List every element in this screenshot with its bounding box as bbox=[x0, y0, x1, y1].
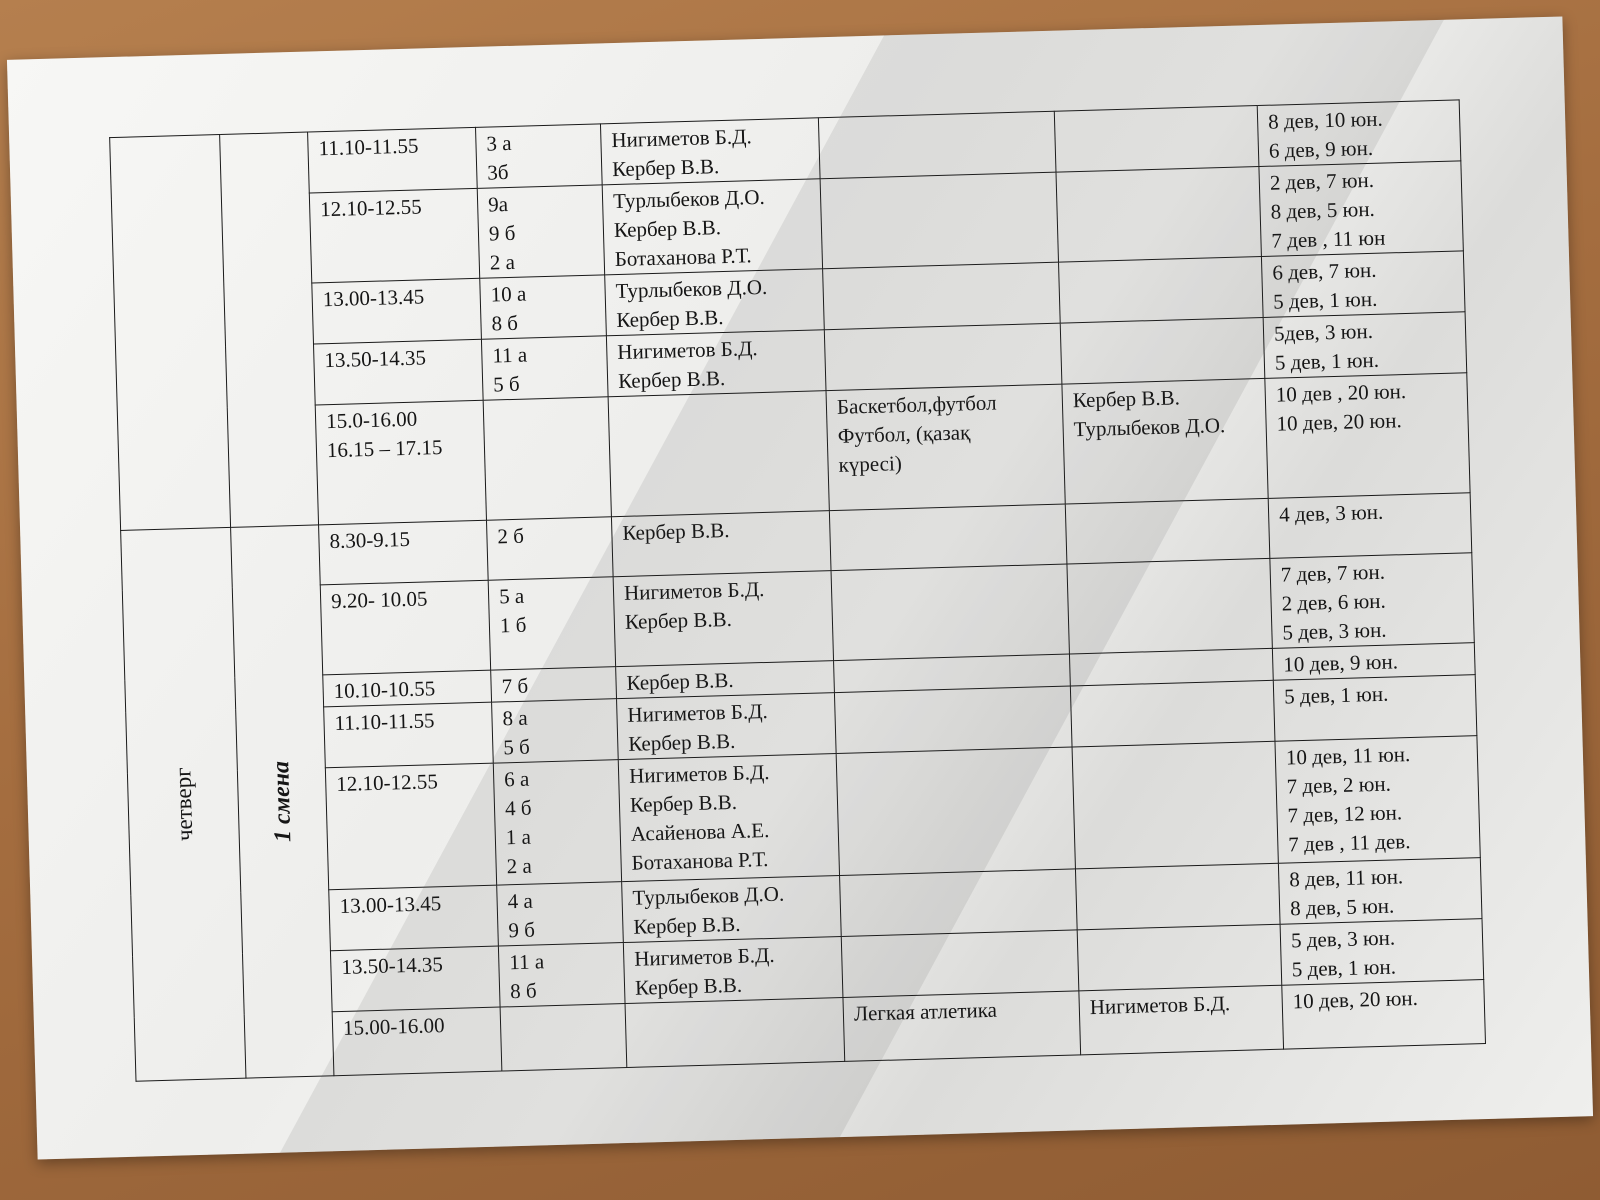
count-cell bbox=[1265, 373, 1470, 499]
teacher-text: Кербер В.В. bbox=[629, 789, 738, 817]
count-text: 5 дев, 1 юн. bbox=[1272, 286, 1378, 314]
teacher-text: Нигиметов Б.Д. bbox=[617, 336, 758, 365]
teacher-cell bbox=[625, 997, 845, 1067]
time-cell bbox=[308, 127, 478, 193]
time-cell bbox=[325, 763, 496, 890]
teacher-text: Нигиметов Б.Д. bbox=[627, 698, 769, 727]
section-cell bbox=[820, 172, 1058, 269]
section-cell bbox=[826, 384, 1065, 511]
section-cell bbox=[824, 323, 1062, 391]
class-text: 3 а bbox=[486, 130, 512, 156]
schedule-table bbox=[109, 99, 1486, 1081]
time-cell bbox=[312, 278, 482, 344]
count-cell bbox=[1263, 312, 1467, 379]
time-text: 13.50-14.35 bbox=[341, 952, 444, 979]
coach-cell bbox=[1060, 317, 1265, 384]
time-text: 12.10-12.55 bbox=[335, 769, 439, 797]
teacher-text: Ботаханова Р.Т. bbox=[614, 243, 752, 272]
count-text: 7 дев, 12 юн. bbox=[1287, 800, 1403, 828]
teacher-text: Кербер В.В. bbox=[622, 517, 730, 545]
count-text: 6 дев, 9 юн. bbox=[1268, 135, 1374, 163]
teacher-cell bbox=[617, 693, 837, 760]
count-text: 5 дев, 1 юн. bbox=[1283, 681, 1389, 709]
teacher-text: Кербер В.В. bbox=[624, 606, 733, 634]
class-text: 5 а bbox=[498, 583, 525, 609]
coach-text: Кербер В.В. bbox=[1072, 385, 1181, 413]
count-text: 7 дев , 11 дев. bbox=[1288, 829, 1411, 857]
teacher-text: Кербер В.В. bbox=[617, 366, 726, 393]
class-text: 8 б bbox=[509, 978, 537, 1004]
coach-text: Нигиметов Б.Д. bbox=[1089, 991, 1231, 1020]
shift-cell bbox=[231, 525, 334, 1078]
count-text: 10 дев, 20 юн. bbox=[1276, 408, 1402, 436]
count-text: 8 дев, 5 юн. bbox=[1289, 893, 1395, 921]
teacher-text: Кербер В.В. bbox=[616, 305, 724, 333]
teacher-text: Ботаханова Р.Т. bbox=[631, 846, 769, 875]
time-text: 15.00-16.00 bbox=[342, 1013, 445, 1040]
time-text: 16.15 – 17.15 bbox=[326, 434, 443, 463]
teacher-text: Кербер В.В. bbox=[611, 154, 720, 182]
count-text: 8 дев, 11 юн. bbox=[1288, 864, 1404, 892]
section-cell bbox=[818, 111, 1056, 179]
teacher-cell bbox=[602, 179, 822, 275]
teacher-text: Асайенова А.Е. bbox=[630, 817, 770, 846]
count-text: 4 дев, 3 юн. bbox=[1278, 499, 1384, 527]
class-text: 3б bbox=[486, 159, 509, 185]
class-cell bbox=[481, 336, 608, 400]
shift-label: 1 смена bbox=[267, 760, 296, 843]
teacher-cell bbox=[611, 511, 831, 577]
count-text: 5 дев, 3 юн. bbox=[1282, 617, 1387, 645]
class-text: 5 б bbox=[502, 734, 531, 760]
class-cell bbox=[498, 943, 625, 1007]
class-text: 6 а bbox=[503, 766, 530, 792]
time-text: 13.00-13.45 bbox=[322, 284, 425, 312]
day-label: четверг bbox=[169, 767, 197, 842]
class-cell bbox=[476, 124, 603, 188]
shift-cell bbox=[220, 132, 319, 527]
count-text: 5 дев, 1 юн. bbox=[1291, 954, 1397, 982]
teacher-cell bbox=[606, 330, 826, 397]
count-cell bbox=[1257, 100, 1461, 167]
coach-cell bbox=[1062, 378, 1268, 504]
teacher-cell bbox=[623, 936, 843, 1003]
time-text: 11.10-11.55 bbox=[318, 133, 419, 161]
section-text: Баскетбол,футбол bbox=[836, 390, 997, 419]
section-cell bbox=[843, 991, 1081, 1062]
count-cell bbox=[1282, 980, 1486, 1050]
time-cell bbox=[332, 1007, 502, 1076]
class-text: 9а bbox=[487, 192, 509, 217]
time-text: 15.0-16.00 bbox=[325, 406, 418, 434]
class-cell bbox=[483, 397, 611, 520]
time-cell bbox=[313, 339, 483, 405]
class-text: 5 б bbox=[492, 371, 520, 397]
class-cell bbox=[491, 667, 617, 702]
coach-text: Турлыбеков Д.О. bbox=[1073, 413, 1226, 442]
class-text: 8 а bbox=[502, 705, 528, 731]
count-text: 10 дев, 11 юн. bbox=[1285, 742, 1411, 770]
class-text: 2 б bbox=[497, 523, 525, 549]
class-text: 4 а bbox=[507, 888, 534, 914]
coach-cell bbox=[1075, 863, 1280, 930]
class-cell bbox=[493, 760, 621, 885]
teacher-text: Нигиметов Б.Д. bbox=[623, 577, 765, 605]
section-text: Легкая атлетика bbox=[853, 997, 998, 1026]
time-cell bbox=[315, 400, 486, 525]
count-text: 5 дев, 3 юн. bbox=[1290, 925, 1396, 953]
teacher-cell bbox=[605, 269, 825, 336]
teacher-text: Нигиметов Б.Д. bbox=[611, 124, 753, 153]
section-cell bbox=[831, 564, 1069, 661]
time-cell bbox=[324, 702, 494, 768]
teacher-cell bbox=[622, 876, 842, 943]
count-cell bbox=[1270, 553, 1474, 649]
count-text: 2 дев, 6 юн. bbox=[1281, 588, 1387, 616]
class-cell bbox=[497, 882, 624, 946]
coach-cell bbox=[1079, 985, 1284, 1055]
section-text: күресі) bbox=[838, 451, 903, 477]
class-cell bbox=[488, 577, 615, 670]
coach-cell bbox=[1054, 106, 1259, 173]
count-text: 5дев, 3 юн. bbox=[1273, 318, 1374, 346]
teacher-text: Турлыбеков Д.О. bbox=[612, 184, 766, 214]
section-cell bbox=[836, 747, 1075, 876]
coach-cell bbox=[1072, 741, 1278, 869]
time-text: 9.20- 10.05 bbox=[330, 586, 428, 614]
day-cell bbox=[121, 527, 246, 1081]
coach-cell bbox=[1070, 680, 1275, 747]
count-cell bbox=[1259, 161, 1463, 257]
class-text: 9 б bbox=[488, 220, 516, 246]
count-text: 10 дев , 20 юн. bbox=[1275, 379, 1407, 407]
schedule-body bbox=[110, 100, 1486, 1081]
class-text: 10 а bbox=[490, 281, 527, 307]
time-cell bbox=[319, 520, 489, 585]
teacher-text: Кербер В.В. bbox=[613, 215, 722, 243]
coach-cell bbox=[1067, 558, 1272, 654]
coach-cell bbox=[1077, 924, 1282, 991]
time-text: 11.10-11.55 bbox=[334, 708, 435, 736]
class-text: 2 а bbox=[489, 249, 516, 275]
coach-cell bbox=[1059, 256, 1264, 323]
teacher-text: Турлыбеков Д.О. bbox=[615, 274, 768, 304]
class-text: 4 б bbox=[504, 795, 532, 821]
teacher-text: Кербер В.В. bbox=[634, 972, 743, 1000]
count-text: 7 дев, 2 юн. bbox=[1286, 771, 1392, 799]
count-cell bbox=[1275, 736, 1480, 864]
time-text: 13.50-14.35 bbox=[324, 345, 427, 373]
class-text: 1 а bbox=[505, 824, 532, 850]
coach-cell bbox=[1065, 498, 1270, 564]
time-cell bbox=[309, 188, 479, 283]
teacher-text: Турлыбеков Д.О. bbox=[632, 881, 785, 910]
class-cell bbox=[492, 699, 619, 763]
count-cell bbox=[1280, 919, 1484, 986]
time-text: 8.30-9.15 bbox=[329, 526, 411, 554]
section-cell bbox=[840, 869, 1078, 937]
count-text: 6 дев, 7 юн. bbox=[1272, 257, 1377, 285]
count-text: 10 дев, 9 юн. bbox=[1282, 649, 1399, 677]
teacher-cell bbox=[600, 118, 820, 185]
section-cell bbox=[823, 262, 1061, 330]
class-text: 11 а bbox=[492, 342, 528, 368]
count-cell bbox=[1261, 251, 1465, 318]
count-cell bbox=[1278, 858, 1482, 925]
section-text: Футбол, (қазақ bbox=[837, 420, 971, 448]
section-cell bbox=[834, 686, 1072, 754]
class-text: 9 б bbox=[508, 917, 536, 943]
class-text: 7 б bbox=[501, 673, 529, 699]
time-text: 10.10-10.55 bbox=[333, 676, 436, 704]
class-cell bbox=[500, 1004, 627, 1071]
count-text: 8 дев, 10 юн. bbox=[1267, 106, 1384, 134]
class-text: 8 б bbox=[491, 310, 519, 336]
time-cell bbox=[330, 946, 500, 1012]
class-text: 1 б bbox=[499, 612, 527, 638]
section-cell bbox=[841, 930, 1079, 998]
coach-cell bbox=[1056, 167, 1261, 263]
time-cell bbox=[323, 670, 492, 707]
count-cell bbox=[1273, 675, 1477, 742]
time-text: 12.10-12.55 bbox=[319, 194, 423, 222]
count-text: 10 дев, 20 юн. bbox=[1292, 985, 1419, 1014]
count-text: 8 дев, 5 юн. bbox=[1270, 196, 1376, 224]
section-cell bbox=[829, 504, 1067, 571]
teacher-text: Кербер В.В. bbox=[633, 911, 741, 939]
class-cell bbox=[480, 275, 607, 339]
teacher-text: Нигиметов Б.Д. bbox=[633, 942, 775, 971]
day-cell bbox=[110, 135, 231, 531]
teacher-text: Нигиметов Б.Д. bbox=[628, 759, 770, 788]
count-text: 2 дев, 7 юн. bbox=[1269, 167, 1375, 195]
teacher-text: Кербер В.В. bbox=[627, 728, 736, 756]
teacher-cell bbox=[618, 754, 839, 882]
teacher-text: Кербер В.В. bbox=[626, 667, 734, 695]
count-text: 7 дев, 7 юн. bbox=[1280, 559, 1386, 587]
class-cell bbox=[486, 517, 613, 580]
time-text: 13.00-13.45 bbox=[339, 891, 442, 918]
class-text: 2 а bbox=[506, 853, 533, 879]
time-cell bbox=[329, 885, 499, 951]
teacher-cell bbox=[608, 391, 829, 517]
teacher-cell bbox=[613, 571, 833, 667]
class-cell bbox=[477, 185, 604, 278]
count-text: 5 дев, 1 юн. bbox=[1274, 347, 1380, 375]
count-text: 7 дев , 11 юн bbox=[1271, 225, 1386, 253]
time-cell bbox=[320, 580, 490, 675]
class-text: 11 а bbox=[509, 949, 545, 975]
count-cell bbox=[1268, 493, 1472, 559]
paper-sheet bbox=[7, 16, 1593, 1159]
